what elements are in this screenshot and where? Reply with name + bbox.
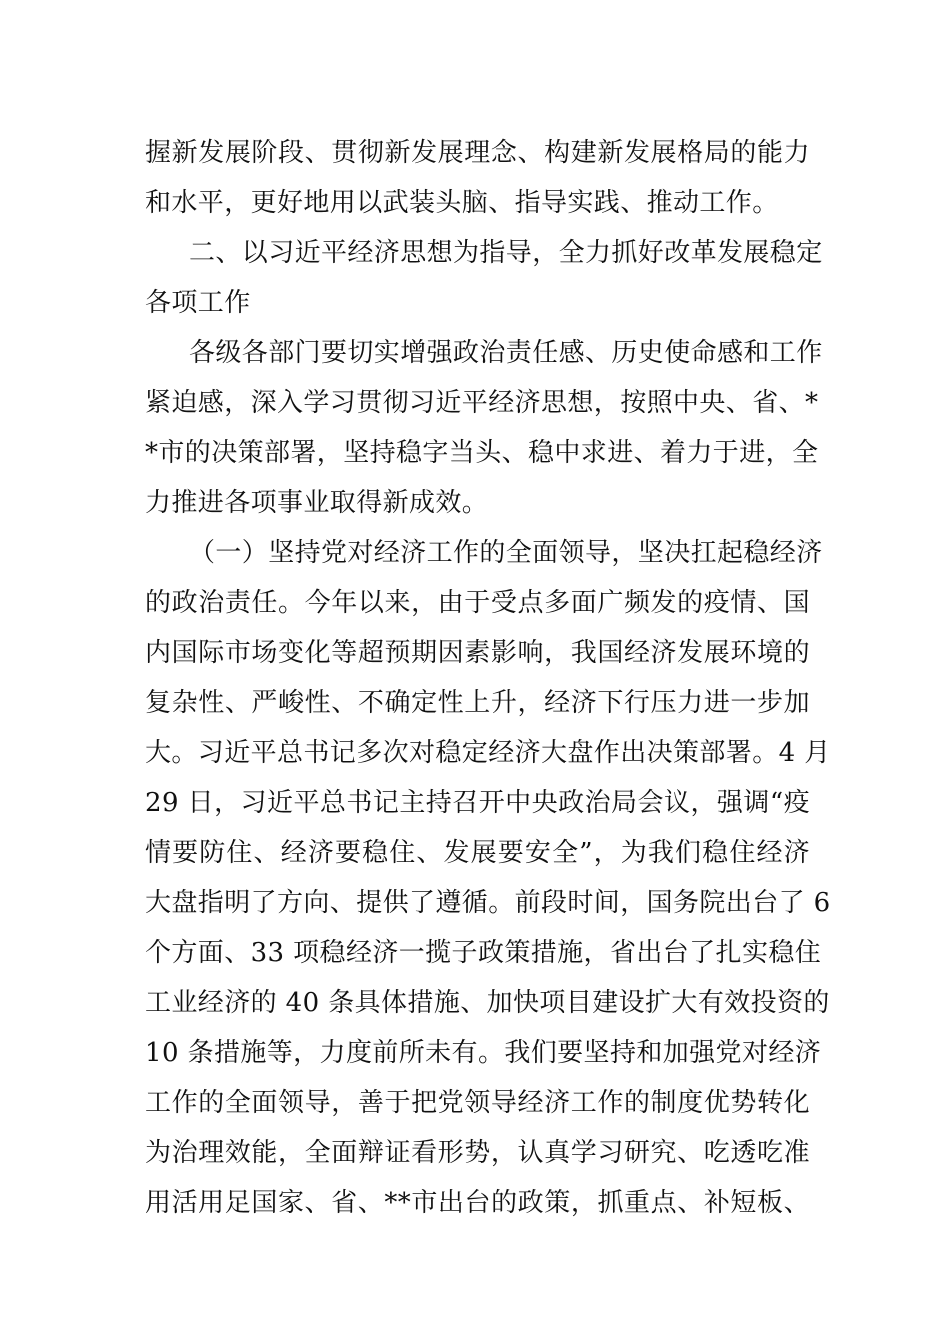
section-heading-line: 二、以习近平经济思想为指导，全力抓好改革发展稳定 <box>189 238 823 268</box>
text-line: 复杂性、严峻性、不确定性上升，经济下行压力进一步加 <box>145 688 810 718</box>
document-body <box>145 128 831 1228</box>
text-line: 用活用足国家、省、**市出台的政策，抓重点、补短板、 <box>145 1188 810 1218</box>
text-line: 工作的全面领导，善于把党领导经济工作的制度优势转化 <box>145 1088 810 1118</box>
text-line: 和水平，更好地用以武装头脑、指导实践、推动工作。 <box>145 188 779 218</box>
text-line: 个方面、33 项稳经济一揽子政策措施，省出台了扎实稳住 <box>145 938 822 968</box>
text-line: *市的决策部署，坚持稳字当头、稳中求进、着力于进，全 <box>145 438 819 468</box>
text-line: 为治理效能，全面辩证看形势，认真学习研究、吃透吃准 <box>145 1138 810 1168</box>
text-line: 握新发展阶段、贯彻新发展理念、构建新发展格局的能力 <box>145 138 810 168</box>
text-line: 工业经济的 40 条具体措施、加快项目建设扩大有效投资的 <box>145 988 830 1018</box>
text-line: 情要防住、经济要稳住、发展要安全”，为我们稳住经济 <box>145 838 810 868</box>
text-line: 大盘指明了方向、提供了遵循。前段时间，国务院出台了 6 <box>145 888 831 918</box>
text-line: 内国际市场变化等超预期因素影响，我国经济发展环境的 <box>145 638 810 668</box>
section-heading-line: 各项工作 <box>145 288 251 318</box>
text-line: 29 日，习近平总书记主持召开中央政治局会议，强调“疫 <box>145 788 810 818</box>
text-line: 紧迫感，深入学习贯彻习近平经济思想，按照中央、省、* <box>145 388 819 418</box>
subsection-heading-line: （一）坚持党对经济工作的全面领导，坚决扛起稳经济 <box>189 538 823 568</box>
text-line: 力推进各项事业取得新成效。 <box>145 488 489 518</box>
text-line: 大。习近平总书记多次对稳定经济大盘作出决策部署。4 月 <box>145 738 831 768</box>
text-line: 各级各部门要切实增强政治责任感、历史使命感和工作 <box>189 338 823 368</box>
text-line: 10 条措施等，力度前所未有。我们要坚持和加强党对经济 <box>145 1038 822 1068</box>
text-line: 的政治责任。今年以来，由于受点多面广频发的疫情、国 <box>145 588 810 618</box>
